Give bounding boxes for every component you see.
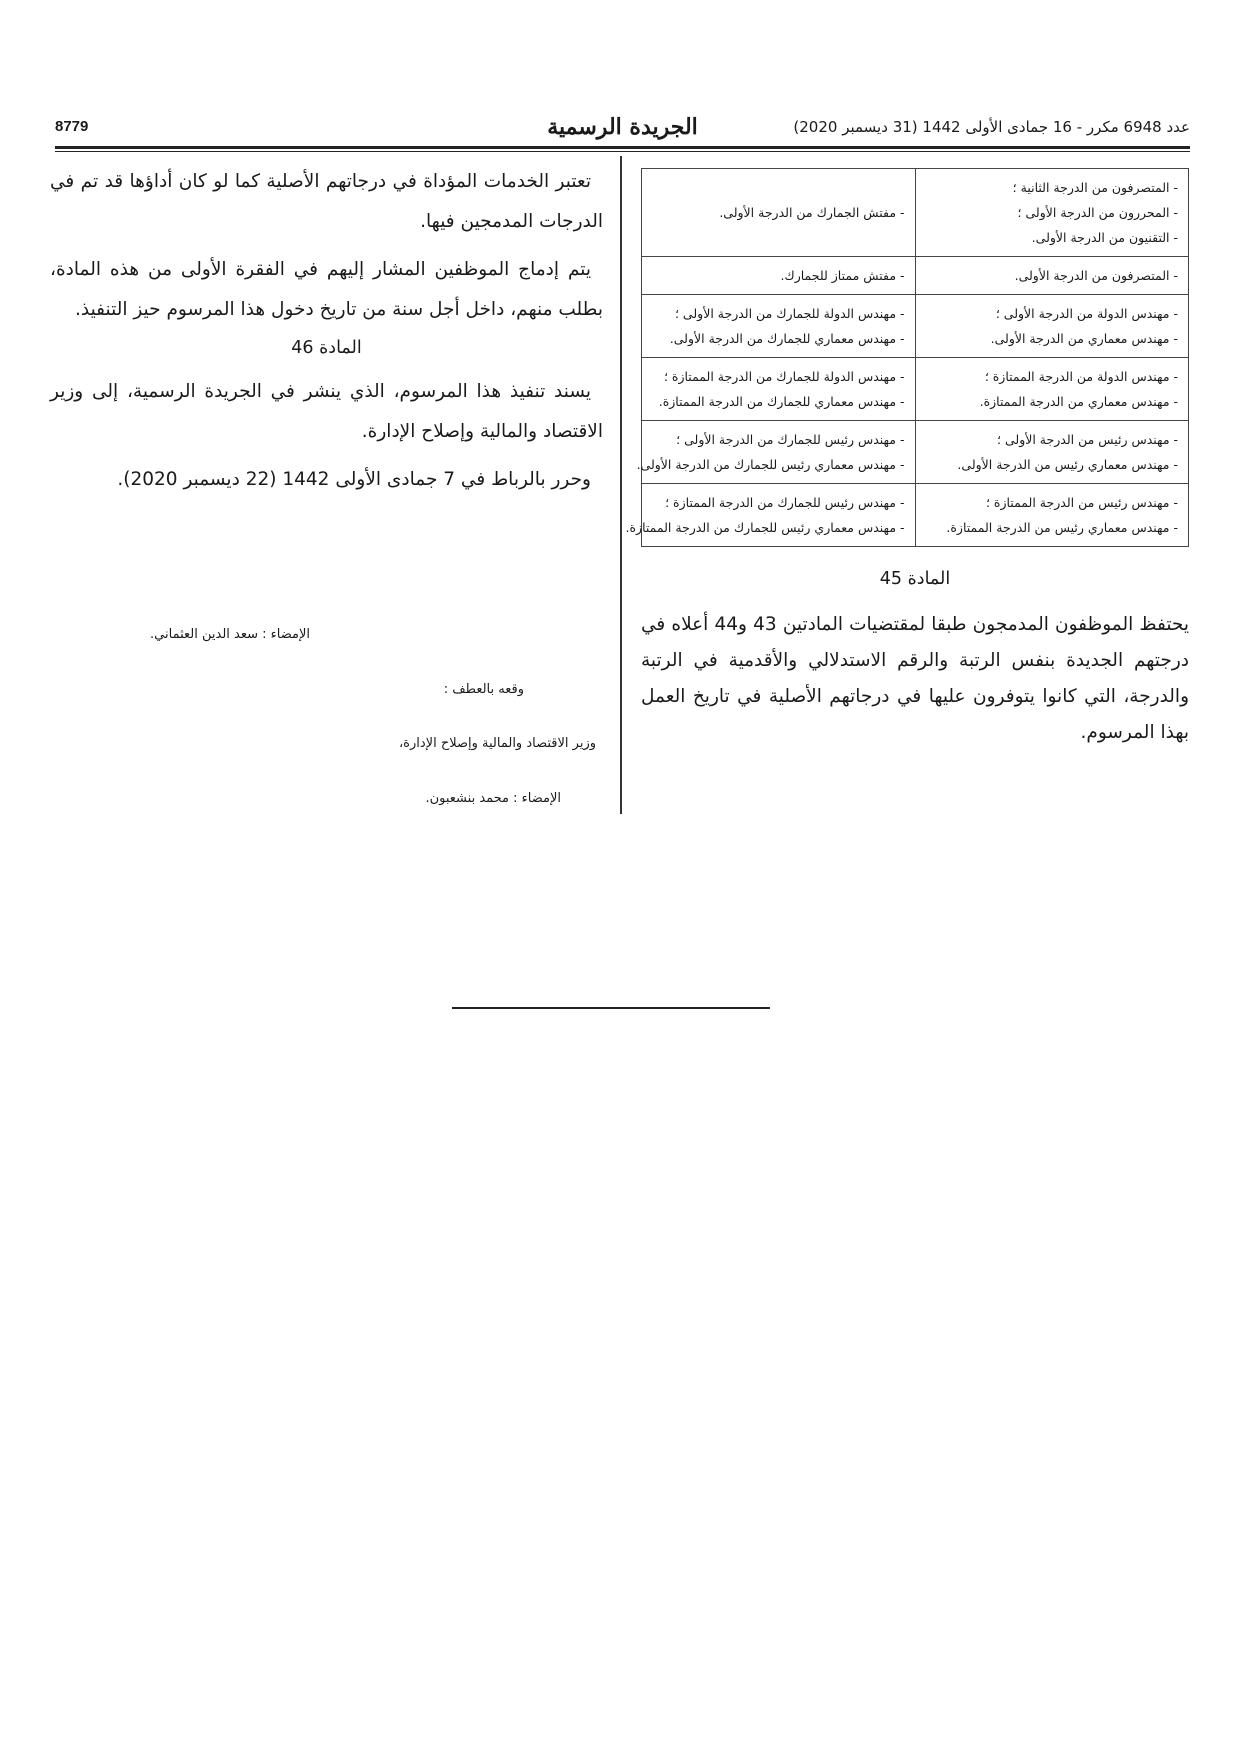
table-row [642, 295, 1189, 358]
table-row [642, 257, 1189, 295]
issue-line: عدد 6948 مكرر - 16 جمادى الأولى 1442 (31 ديسمبر 2020) [793, 118, 1190, 136]
grades-table [625, 168, 1189, 547]
table-cell-new-grade: - مهندس الدولة للجمارك من الدرجة الممتازة ؛ - مهندس معماري للجمارك من الدرجة الممتازة. [642, 358, 916, 421]
table-row [642, 421, 1189, 484]
countersigned-label: وقعه بالعطف : [443, 682, 524, 697]
table-cell-original-grade: - المتصرفون من الدرجة الثانية ؛ - المحررون من الدرجة الأولى ؛ - التقنيون من الدرجة الأولى. [915, 169, 1189, 257]
left-column [50, 162, 603, 508]
table-cell-original-grade: - المتصرفون من الدرجة الأولى. [915, 257, 1189, 295]
table-cell-new-grade: - مهندس رئيس للجمارك من الدرجة الممتازة ؛ - مهندس معماري رئيس للجمارك من الدرجة الممتازة. [642, 484, 916, 547]
table-row [642, 484, 1189, 547]
signature-minister: الإمضاء : محمد بنشعبون. [425, 791, 561, 806]
table-cell-original-grade: - مهندس الدولة من الدرجة الممتازة ؛ - مهندس معماري من الدرجة الممتازة. [915, 358, 1189, 421]
table-cell-new-grade: - مهندس رئيس للجمارك من الدرجة الأولى ؛ - مهندس معماري رئيس للجمارك من الدرجة الأولى. [642, 421, 916, 484]
column-divider [620, 156, 622, 814]
article-45-text: يحتفظ الموظفون المدمجون طبقا لمقتضيات المادتين 43 و44 أعلاه في درجتهم الجديدة بنفس الرتبة والرقم الاستدلالي والأقدمية في الرتبة والدرجة، التي كانوا يتوفرون عليها في درجاتهم الأصلية في تاريخ العمل بهذا المرسوم. [641, 614, 1189, 743]
dated-line: وحرر بالرباط في 7 جمادى الأولى 1442 (22 ديسمبر 2020). [117, 469, 591, 490]
table-cell-new-grade: - مهندس الدولة للجمارك من الدرجة الأولى ؛ - مهندس معماري للجمارك من الدرجة الأولى. [642, 295, 916, 358]
article-46-text: يسند تنفيذ هذا المرسوم، الذي ينشر في الجريدة الرسمية، إلى وزير الاقتصاد والمالية وإصلاح الإدارة. [50, 381, 603, 442]
article-46-heading: المادة 46 [291, 338, 362, 358]
signature-prime-minister: الإمضاء : سعد الدين العثماني. [150, 627, 310, 642]
right-column [625, 168, 1189, 751]
page-header [55, 114, 1190, 144]
table-row [642, 358, 1189, 421]
table-row [642, 169, 1189, 257]
table-cell-new-grade: - مفتش ممتاز للجمارك. [642, 257, 916, 295]
table-cell-original-grade: - مهندس رئيس من الدرجة الأولى ؛ - مهندس معماري رئيس من الدرجة الأولى. [915, 421, 1189, 484]
page-number: 8779 [55, 118, 89, 135]
article-45-heading: المادة 45 [879, 569, 951, 589]
header-rule-thick [55, 146, 1190, 149]
services-paragraph: تعتبر الخدمات المؤداة في درجاتهم الأصلية كما لو كان أداؤها قد تم في الدرجات المدمجين فيها. [50, 171, 603, 232]
table-cell-new-grade: - مفتش الجمارك من الدرجة الأولى. [642, 169, 916, 257]
table-cell-original-grade: - مهندس رئيس من الدرجة الممتازة ؛ - مهندس معماري رئيس من الدرجة الممتازة. [915, 484, 1189, 547]
header-rule-thin [55, 151, 1190, 152]
journal-title: الجريدة الرسمية [547, 114, 698, 140]
integration-paragraph: يتم إدماج الموظفين المشار إليهم في الفقرة الأولى من هذه المادة، بطلب منهم، داخل أجل سنة من تاريخ دخول هذا المرسوم حيز التنفيذ. [50, 259, 603, 320]
table-cell-original-grade: - مهندس الدولة من الدرجة الأولى ؛ - مهندس معماري من الدرجة الأولى. [915, 295, 1189, 358]
end-rule [452, 1007, 770, 1009]
minister-title: وزير الاقتصاد والمالية وإصلاح الإدارة، [398, 736, 596, 751]
